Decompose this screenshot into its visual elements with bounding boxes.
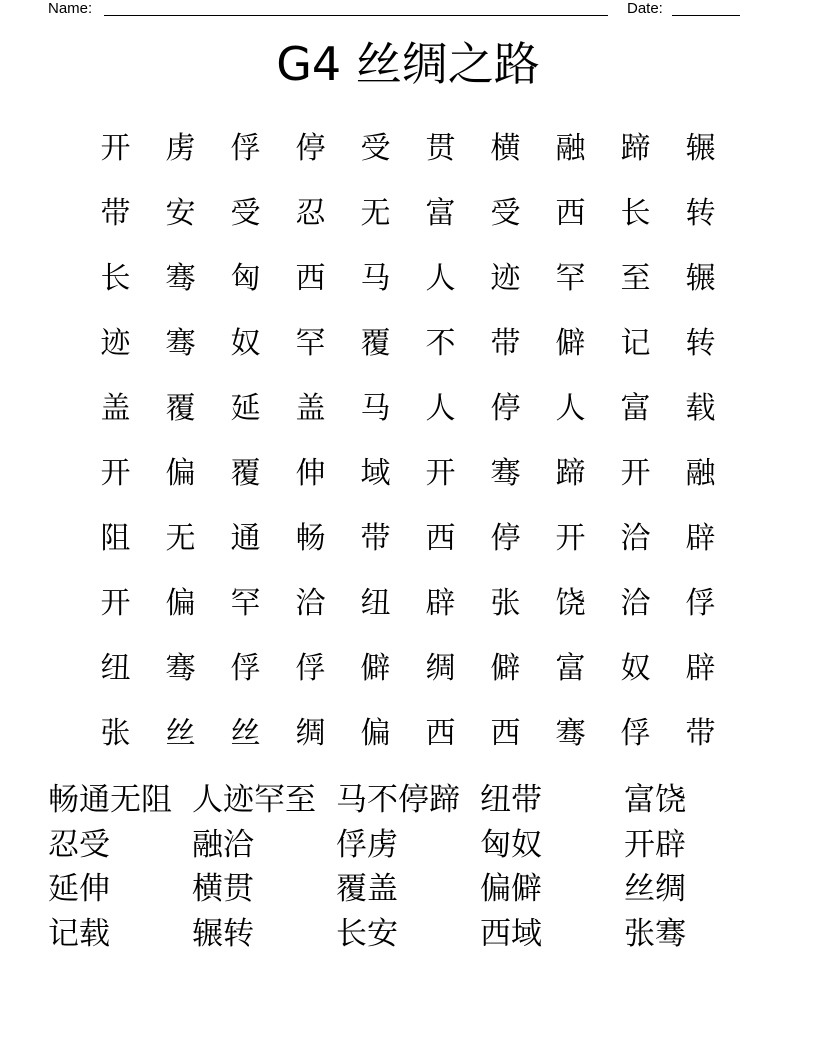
grid-cell: 横 (490, 130, 521, 166)
grid-cell: 开 (555, 520, 586, 556)
date-label: Date: (627, 0, 663, 17)
word-list-item: 畅通无阻 (48, 782, 172, 818)
word-list-item: 马不停蹄 (336, 782, 460, 818)
grid-cell: 贯 (425, 130, 456, 166)
word-list-item: 纽带 (480, 782, 542, 818)
grid-cell: 域 (360, 455, 391, 491)
grid-cell: 饶 (555, 585, 586, 621)
worksheet-header (48, 0, 748, 18)
grid-cell: 辗 (685, 130, 716, 166)
grid-cell: 盖 (100, 390, 131, 426)
grid-cell: 人 (425, 260, 456, 296)
grid-cell: 僻 (360, 650, 391, 686)
grid-cell: 偏 (165, 585, 196, 621)
word-list-item: 横贯 (192, 871, 254, 907)
word-list-item: 人迹罕至 (192, 782, 316, 818)
grid-cell: 俘 (295, 650, 326, 686)
grid-cell: 富 (425, 195, 456, 231)
grid-cell: 融 (685, 455, 716, 491)
date-blank-line (672, 0, 740, 16)
word-list-item: 忍受 (48, 826, 110, 863)
grid-cell: 虏 (165, 130, 196, 166)
grid-cell: 带 (100, 195, 131, 231)
grid-cell: 骞 (165, 325, 196, 361)
grid-cell: 覆 (230, 455, 261, 491)
grid-cell: 转 (685, 325, 716, 361)
grid-cell: 奴 (620, 650, 651, 686)
grid-cell: 辟 (685, 520, 716, 556)
grid-cell: 覆 (165, 390, 196, 426)
grid-cell: 绸 (425, 650, 456, 686)
name-label: Name: (48, 0, 93, 17)
grid-cell: 停 (295, 130, 326, 166)
word-list-item: 开辟 (624, 826, 686, 863)
word-list-item: 延伸 (48, 871, 110, 907)
grid-cell: 西 (425, 520, 456, 556)
grid-cell: 带 (360, 520, 391, 556)
grid-cell: 阻 (100, 520, 131, 556)
grid-cell: 带 (490, 325, 521, 361)
grid-cell: 僻 (490, 650, 521, 686)
grid-cell: 张 (490, 585, 521, 621)
grid-cell: 受 (360, 130, 391, 166)
grid-cell: 丝 (165, 715, 196, 751)
grid-cell: 转 (685, 195, 716, 231)
grid-cell: 开 (620, 455, 651, 491)
word-list-item: 长安 (336, 915, 398, 952)
word-list-item: 偏僻 (480, 871, 542, 907)
grid-cell: 奴 (230, 325, 261, 361)
word-list-item: 张骞 (624, 915, 686, 952)
grid-cell: 丝 (230, 715, 261, 751)
grid-cell: 受 (490, 195, 521, 231)
grid-cell: 迹 (100, 325, 131, 361)
grid-cell: 骞 (165, 260, 196, 296)
grid-cell: 骞 (165, 650, 196, 686)
grid-cell: 覆 (360, 325, 391, 361)
grid-cell: 蹄 (555, 455, 586, 491)
grid-cell: 开 (100, 130, 131, 166)
grid-cell: 辟 (425, 585, 456, 621)
grid-cell: 辟 (685, 650, 716, 686)
grid-cell: 偏 (360, 715, 391, 751)
grid-cell: 带 (685, 715, 716, 751)
grid-cell: 伸 (295, 455, 326, 491)
name-blank-line (104, 0, 608, 16)
grid-cell: 骞 (555, 715, 586, 751)
grid-cell: 融 (555, 130, 586, 166)
grid-cell: 长 (620, 195, 651, 231)
grid-cell: 通 (230, 520, 261, 556)
grid-cell: 罕 (555, 260, 586, 296)
grid-cell: 辗 (685, 260, 716, 296)
grid-cell: 安 (165, 195, 196, 231)
grid-cell: 延 (230, 390, 261, 426)
grid-cell: 罕 (295, 325, 326, 361)
grid-cell: 绸 (295, 715, 326, 751)
grid-cell: 忍 (295, 195, 326, 231)
grid-cell: 盖 (295, 390, 326, 426)
grid-cell: 张 (100, 715, 131, 751)
grid-cell: 俘 (620, 715, 651, 751)
page-title: G4 丝绸之路 (276, 37, 540, 91)
grid-cell: 停 (490, 520, 521, 556)
word-list-item: 富饶 (624, 782, 686, 818)
word-list-item: 俘虏 (336, 826, 398, 863)
grid-cell: 人 (425, 390, 456, 426)
grid-cell: 人 (555, 390, 586, 426)
grid-cell: 不 (425, 325, 456, 361)
grid-cell: 无 (165, 520, 196, 556)
grid-cell: 马 (360, 390, 391, 426)
grid-cell: 富 (555, 650, 586, 686)
grid-cell: 洽 (620, 585, 651, 621)
grid-cell: 俘 (685, 585, 716, 621)
grid-cell: 马 (360, 260, 391, 296)
grid-cell: 记 (620, 325, 651, 361)
grid-cell: 纽 (360, 585, 391, 621)
word-search-grid (83, 112, 733, 762)
grid-cell: 开 (425, 455, 456, 491)
grid-cell: 西 (425, 715, 456, 751)
grid-cell: 受 (230, 195, 261, 231)
grid-cell: 无 (360, 195, 391, 231)
grid-cell: 匈 (230, 260, 261, 296)
grid-cell: 西 (555, 195, 586, 231)
grid-cell: 至 (620, 260, 651, 296)
word-list-item: 辗转 (192, 915, 254, 952)
grid-cell: 纽 (100, 650, 131, 686)
grid-cell: 偏 (165, 455, 196, 491)
grid-cell: 开 (100, 585, 131, 621)
word-list-item: 覆盖 (336, 871, 398, 907)
grid-cell: 僻 (555, 325, 586, 361)
grid-cell: 迹 (490, 260, 521, 296)
grid-cell: 俘 (230, 130, 261, 166)
grid-cell: 富 (620, 390, 651, 426)
grid-cell: 载 (685, 390, 716, 426)
grid-cell: 洽 (620, 520, 651, 556)
grid-cell: 罕 (230, 585, 261, 621)
word-list (48, 778, 768, 956)
word-list-item: 融洽 (192, 826, 254, 863)
grid-cell: 长 (100, 260, 131, 296)
word-list-item: 丝绸 (624, 871, 686, 907)
grid-cell: 洽 (295, 585, 326, 621)
grid-cell: 西 (490, 715, 521, 751)
word-list-item: 西域 (480, 915, 542, 952)
word-list-item: 记载 (48, 915, 110, 952)
grid-cell: 蹄 (620, 130, 651, 166)
grid-cell: 骞 (490, 455, 521, 491)
grid-cell: 开 (100, 455, 131, 491)
grid-cell: 停 (490, 390, 521, 426)
grid-cell: 俘 (230, 650, 261, 686)
word-list-item: 匈奴 (480, 826, 542, 863)
grid-cell: 畅 (295, 520, 326, 556)
grid-cell: 西 (295, 260, 326, 296)
